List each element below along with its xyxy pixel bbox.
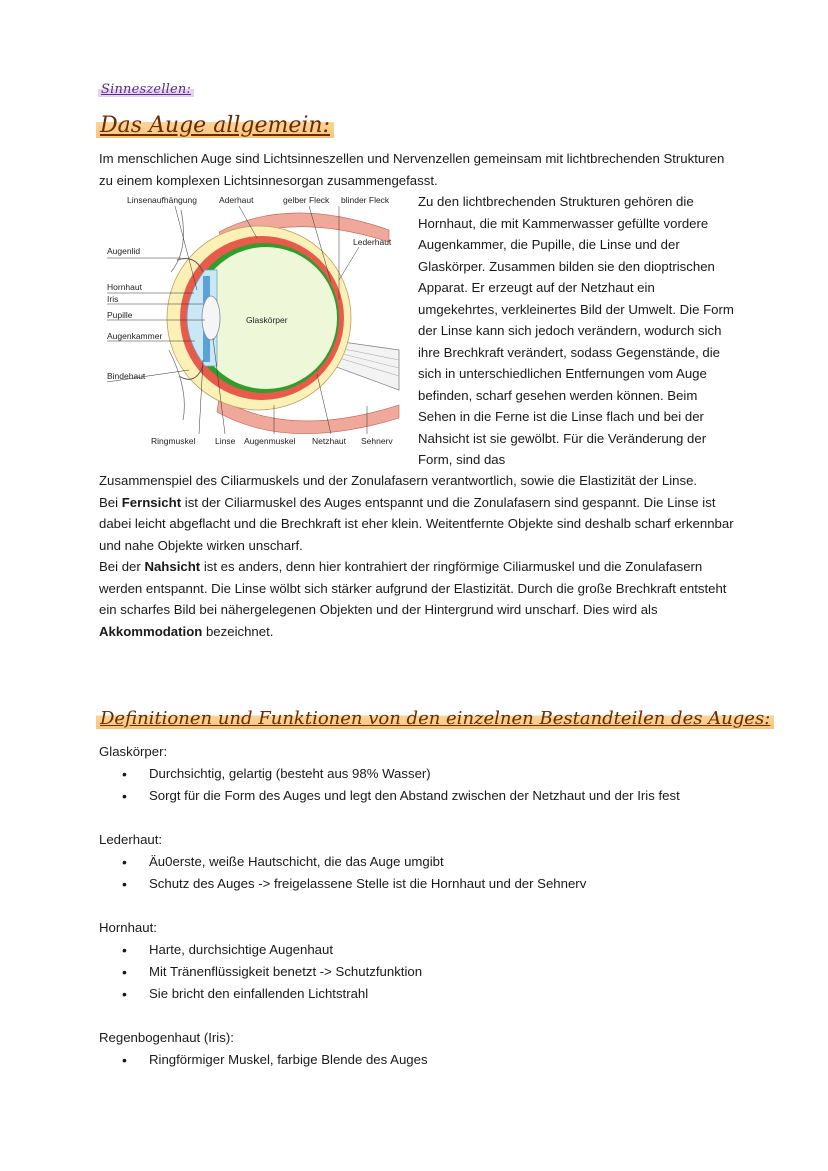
label-pupille: Pupille: [107, 310, 133, 320]
definition-term: Regenbogenhaut (Iris):: [99, 1030, 234, 1045]
eye-diagram-svg: [99, 190, 409, 452]
intro-paragraph: Im menschlichen Auge sind Lichtsinneszellen und Nervenzellen gemeinsam mit lichtbrechenden Strukturen zu einem komplexen Lichtsinnesorgan zusammengefasst.: [99, 151, 725, 188]
list-item: • Sorgt für die Form des Auges und legt den Abstand zwischen der Netzhaut und der Iris fest: [99, 785, 759, 807]
label-glaskoerper: Glaskörper: [246, 315, 288, 325]
definition-hornhaut: [99, 917, 759, 1005]
definition-list: [99, 851, 759, 895]
list-item: • Schutz des Auges -> freigelassene Stelle ist die Hornhaut und der Sehnerv: [99, 873, 759, 895]
continuation-paragraph: Zusammenspiel des Ciliarmuskels und der Zonulafasern verantwortlich, sowie die Elastizität der Linse.: [99, 473, 698, 488]
definition-term: Hornhaut:: [99, 920, 157, 935]
label-hornhaut: Hornhaut: [107, 282, 142, 292]
fernsicht-paragraph: Bei Fernsicht ist der Ciliarmuskel des Auges entspannt und die Zonulafasern sind gespannt. Die Linse ist dabei leicht abgeflacht und die Brechkraft ist eher klein. Weitentfernte Objekte sind deshalb scharf erkennbar und nahe Objekte wirken unscharf.: [99, 494, 734, 553]
definition-iris: [99, 1027, 759, 1071]
list-item: • Sie bricht den einfallenden Lichtstrahl: [99, 983, 759, 1005]
akkommodation-bold: Akkommodation: [99, 623, 203, 639]
list-item: • Ringförmiger Muskel, farbige Blende des Auges: [99, 1049, 759, 1071]
label-sehnerv: Sehnerv: [361, 436, 393, 446]
nahsicht-paragraph: Bei der Nahsicht ist es anders, denn hier kontrahiert der ringförmige Ciliarmuskel und die Zonulafasern werden entspannt. Die Linse wölbt sich stärker aufgrund der Elastizität. Durch die große Brechkraft entsteht ein scharfes Bild bei nähergelegenen Objekten und der Hintergrund wird unscharf. Dies wird als Akkommodation bezeichnet.: [99, 559, 727, 639]
eye-diagram: [99, 190, 409, 452]
continuation-block: [99, 470, 739, 642]
section-label: Sinneszellen:: [98, 82, 194, 97]
definition-glaskoerper: [99, 741, 759, 807]
label-aderhaut: Aderhaut: [219, 195, 254, 205]
section2-heading: Definitionen und Funktionen von den einzelnen Bestandteilen des Auges:: [96, 708, 774, 729]
definition-term: Lederhaut:: [99, 832, 163, 847]
label-linse: Linse: [215, 436, 236, 446]
list-item: • Äu0erste, weiße Hautschicht, die das Auge umgibt: [99, 851, 759, 873]
side-paragraph: Zu den lichtbrechenden Strukturen gehören die Hornhaut, die mit Kammerwasser gefüllte vordere Augenkammer, die Pupille, die Linse und der Glaskörper. Zusammen bilden sie den dioptrischen Apparat. Er erzeugt auf der Netzhaut ein umgekehrtes, verkleinertes Bild der Umwelt. Die Form der Linse kann sich jedoch verändern, wodurch sich ihre Brechkraft verändert, sodass Gegenstände, die sich in unterschiedlichen Entfernungen vom Auge befinden, scharf gesehen werden können. Beim Sehen in die Ferne ist die Linse flach und bei der Nahsicht ist sie gewölbt. Für die Veränderung der Form, sind das: [418, 194, 734, 467]
definition-list: [99, 939, 759, 1005]
label-bindehaut: Bindehaut: [107, 371, 146, 381]
label-linsenaufhaengung: Linsenaufhängung: [127, 195, 197, 205]
definition-term: Glaskörper:: [99, 744, 168, 759]
definition-lederhaut: [99, 829, 759, 895]
definition-list: [99, 763, 759, 807]
label-augenkammer: Augenkammer: [107, 331, 163, 341]
label-ringmuskel: Ringmuskel: [151, 436, 196, 446]
label-augenlid: Augenlid: [107, 246, 141, 256]
fernsicht-bold: Fernsicht: [121, 494, 182, 510]
main-heading: Das Auge allgemein:: [96, 113, 334, 138]
list-item: • Durchsichtig, gelartig (besteht aus 98% Wasser): [99, 763, 759, 785]
lens-shape: [202, 296, 220, 340]
list-item: • Harte, durchsichtige Augenhaut: [99, 939, 759, 961]
label-lederhaut: Lederhaut: [353, 237, 392, 247]
list-item: • Mit Tränenflüssigkeit benetzt -> Schutzfunktion: [99, 961, 759, 983]
label-blinder-fleck: blinder Fleck: [341, 195, 390, 205]
label-augenmuskel: Augenmuskel: [244, 436, 296, 446]
label-gelber-fleck: gelber Fleck: [283, 195, 330, 205]
nahsicht-bold: Nahsicht: [144, 559, 201, 574]
definition-list: [99, 1049, 759, 1071]
label-netzhaut: Netzhaut: [312, 436, 347, 446]
label-iris: Iris: [107, 294, 119, 304]
